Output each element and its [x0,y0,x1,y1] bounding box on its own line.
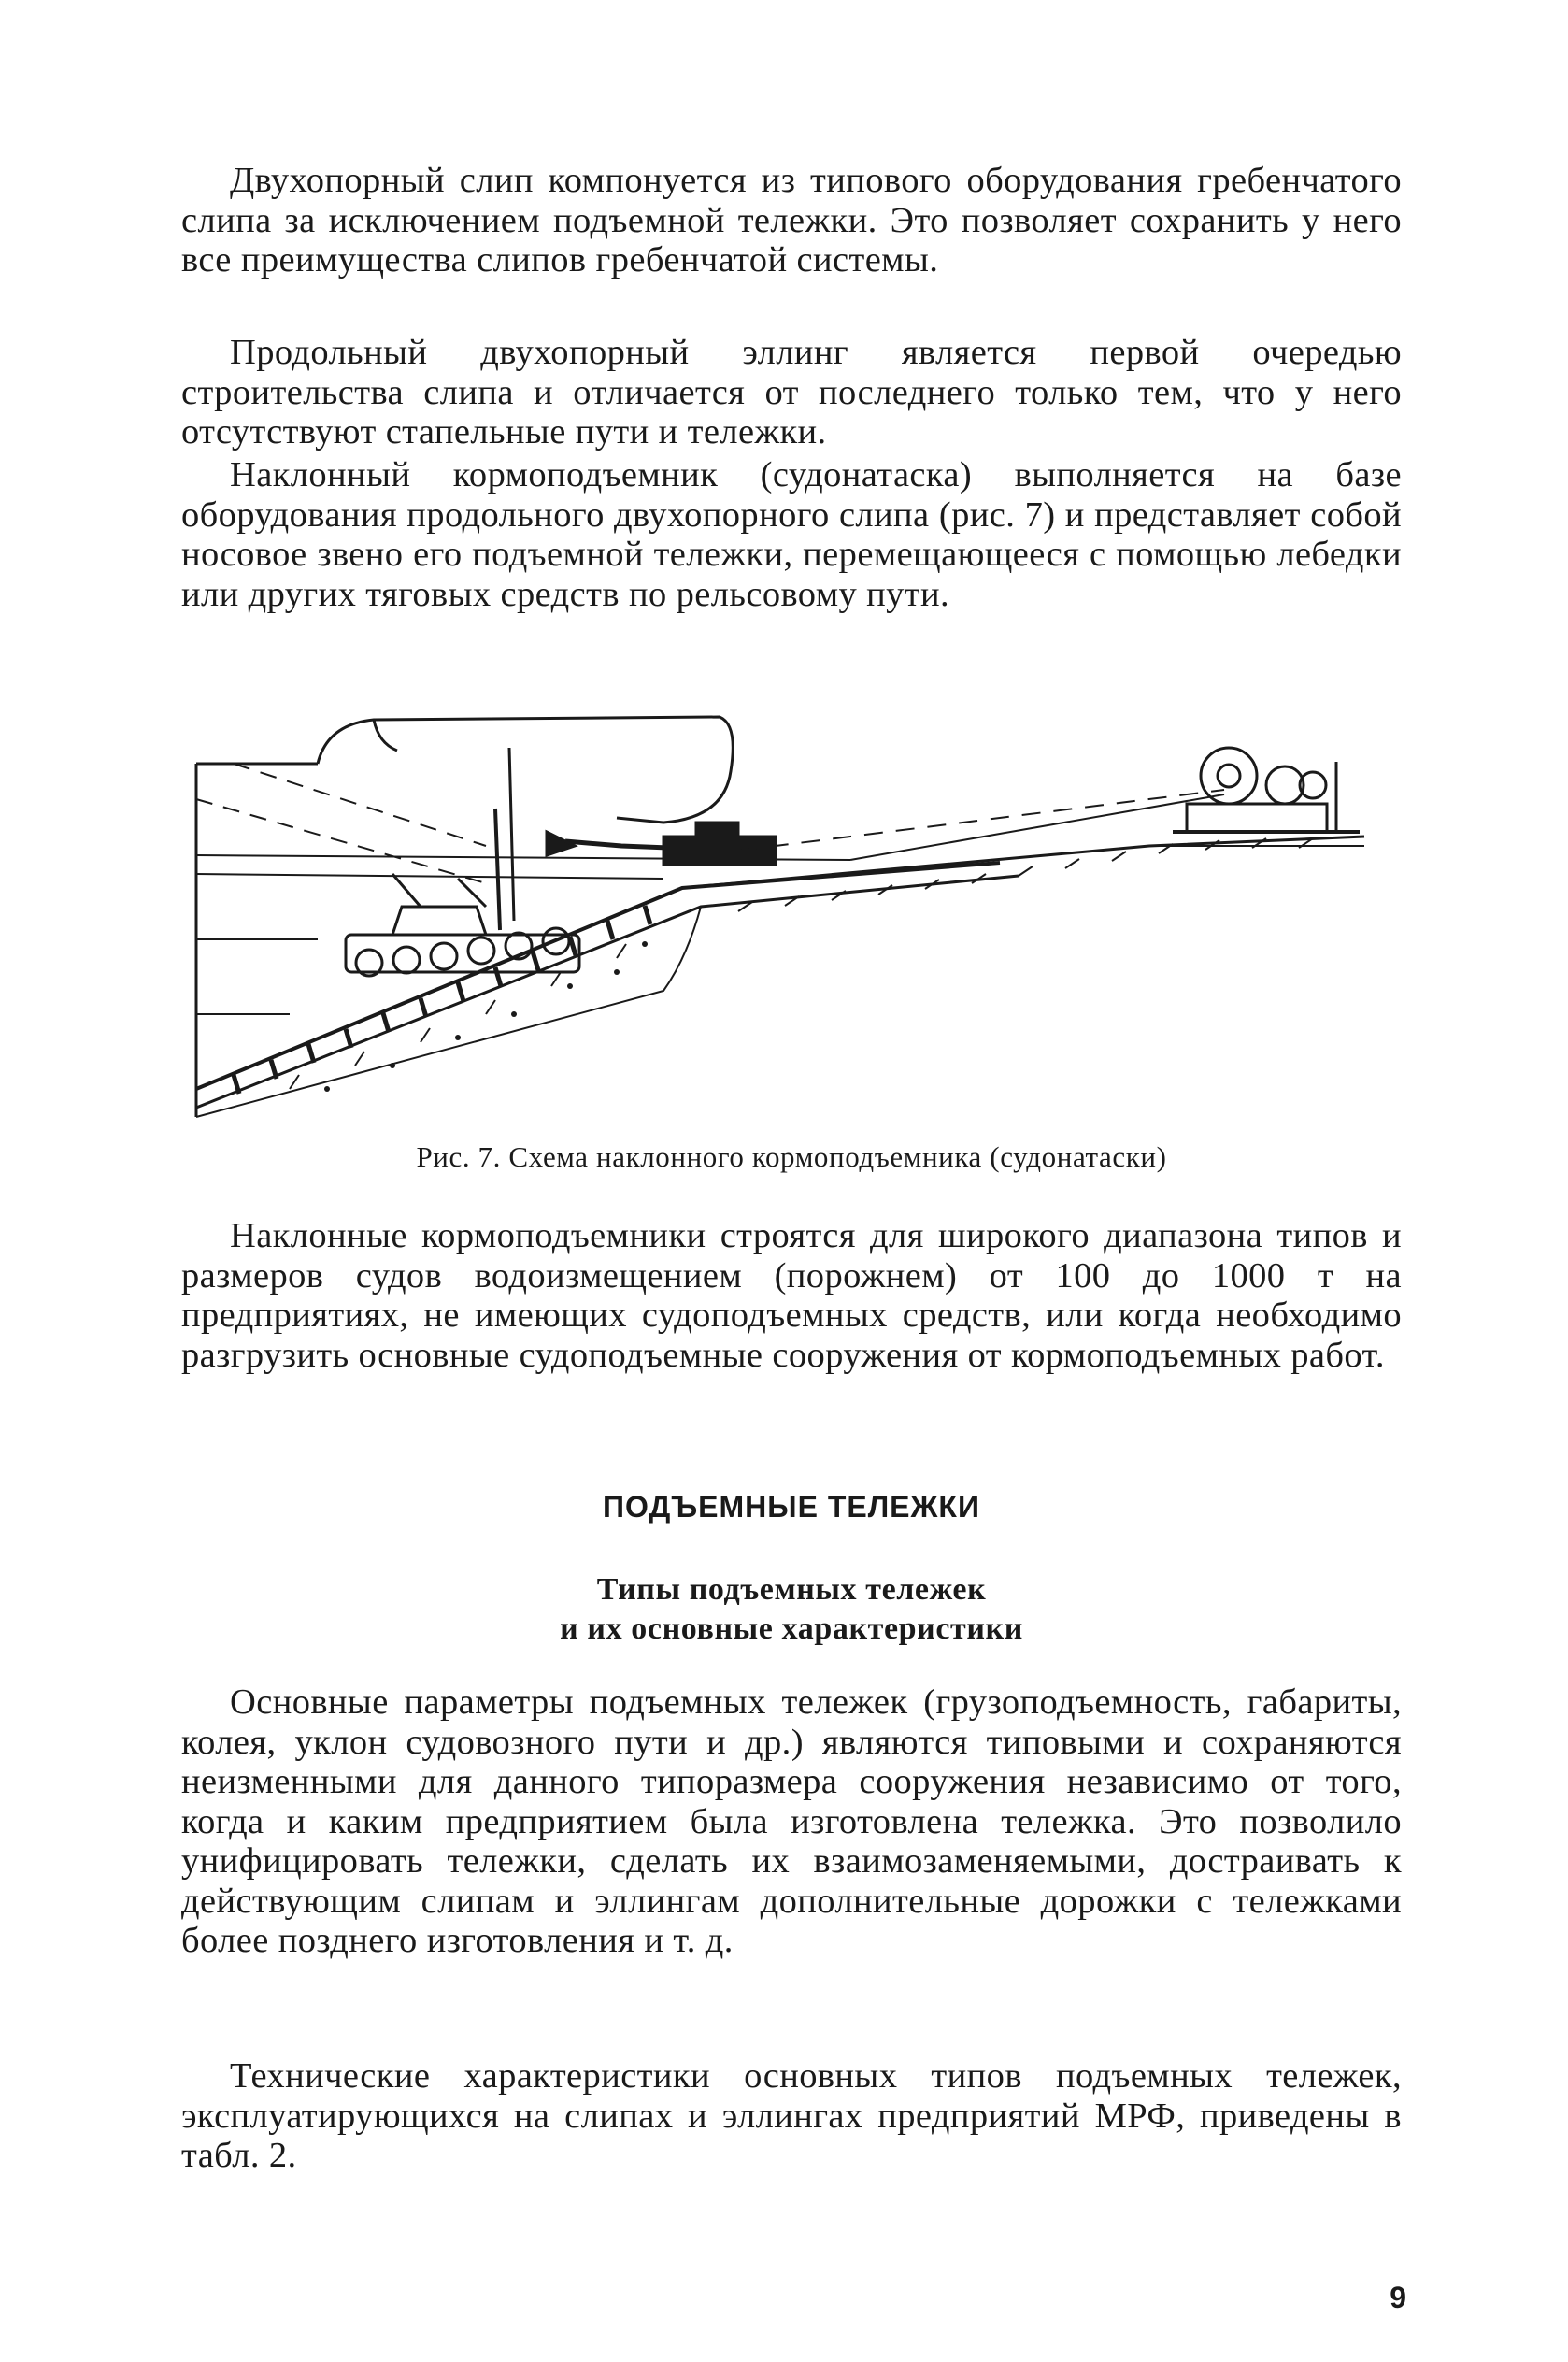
section-heading: ПОДЪЕМНЫЕ ТЕЛЕЖКИ [603,1490,980,1524]
paragraph-two-support-slip: Двухопорный слип компонуется из типового оборудования гребенчатого слипа за исключением подъемной тележки. Это позволяет сохранить у него все преимущества слипов гребенчатой системы. [181,161,1402,279]
paragraph-technical-characteristics: Технические характеристики основных типов подъемных тележек, эксплуатирующихся на слипах и эллингах предприятий МРФ, приведены в табл. 2. [181,2056,1402,2175]
paragraph-inclined-stern-lift: Наклонный кормоподъемник (судонатаска) выполняется на базе оборудования продольного двухопорного слипа (рис. 7) и представляет собой носовое звено его подъемной тележки, перемещающееся с помощью лебедки или других тяговых средств по рельсовому пути. [181,455,1402,614]
paragraph-longitudinal-shed: Продольный двухопорный эллинг является первой очередью строительства слипа и отличается от последнего только тем, что у него отсутствуют стапельные пути и тележки. [181,333,1402,451]
subheading-line-2: и их основные характеристики [560,1611,1023,1646]
subheading-line-1: Типы подъемных тележек [596,1572,987,1607]
paragraph-stern-lift-usage: Наклонные кормоподъемники строятся для широкого диапазона типов и размеров судов водоизмещением (порожнем) от 100 до 1000 т на предприятиях, не имеющих судоподъемных средств, или когда необходимо разгрузить основные судоподъемные сооружения от кормоподъемных работ. [181,1216,1402,1375]
paragraph-trolley-parameters: Основные параметры подъемных тележек (грузоподъемность, габариты, колея, уклон судовозного пути и др.) являются типовыми и сохраняются неизменными для данного типоразмера сооружения независимо от того, когда и каким предприятием была изготовлена тележка. Это позволило унифицировать тележки, сделать их взаимозаменяемыми, достраивать к действующим слипам и эллингам дополнительные дорожки с тележками более позднего изготовления и т. д. [181,1682,1402,1960]
figure-caption: Рис. 7. Схема наклонного кормоподъемника (судонатаски) [416,1140,1167,1173]
section-subheading [181,1570,1402,1649]
page-number: 9 [1390,2281,1406,2314]
ship-hull [318,717,733,823]
figure-inclined-stern-lift-diagram [178,706,1411,1126]
